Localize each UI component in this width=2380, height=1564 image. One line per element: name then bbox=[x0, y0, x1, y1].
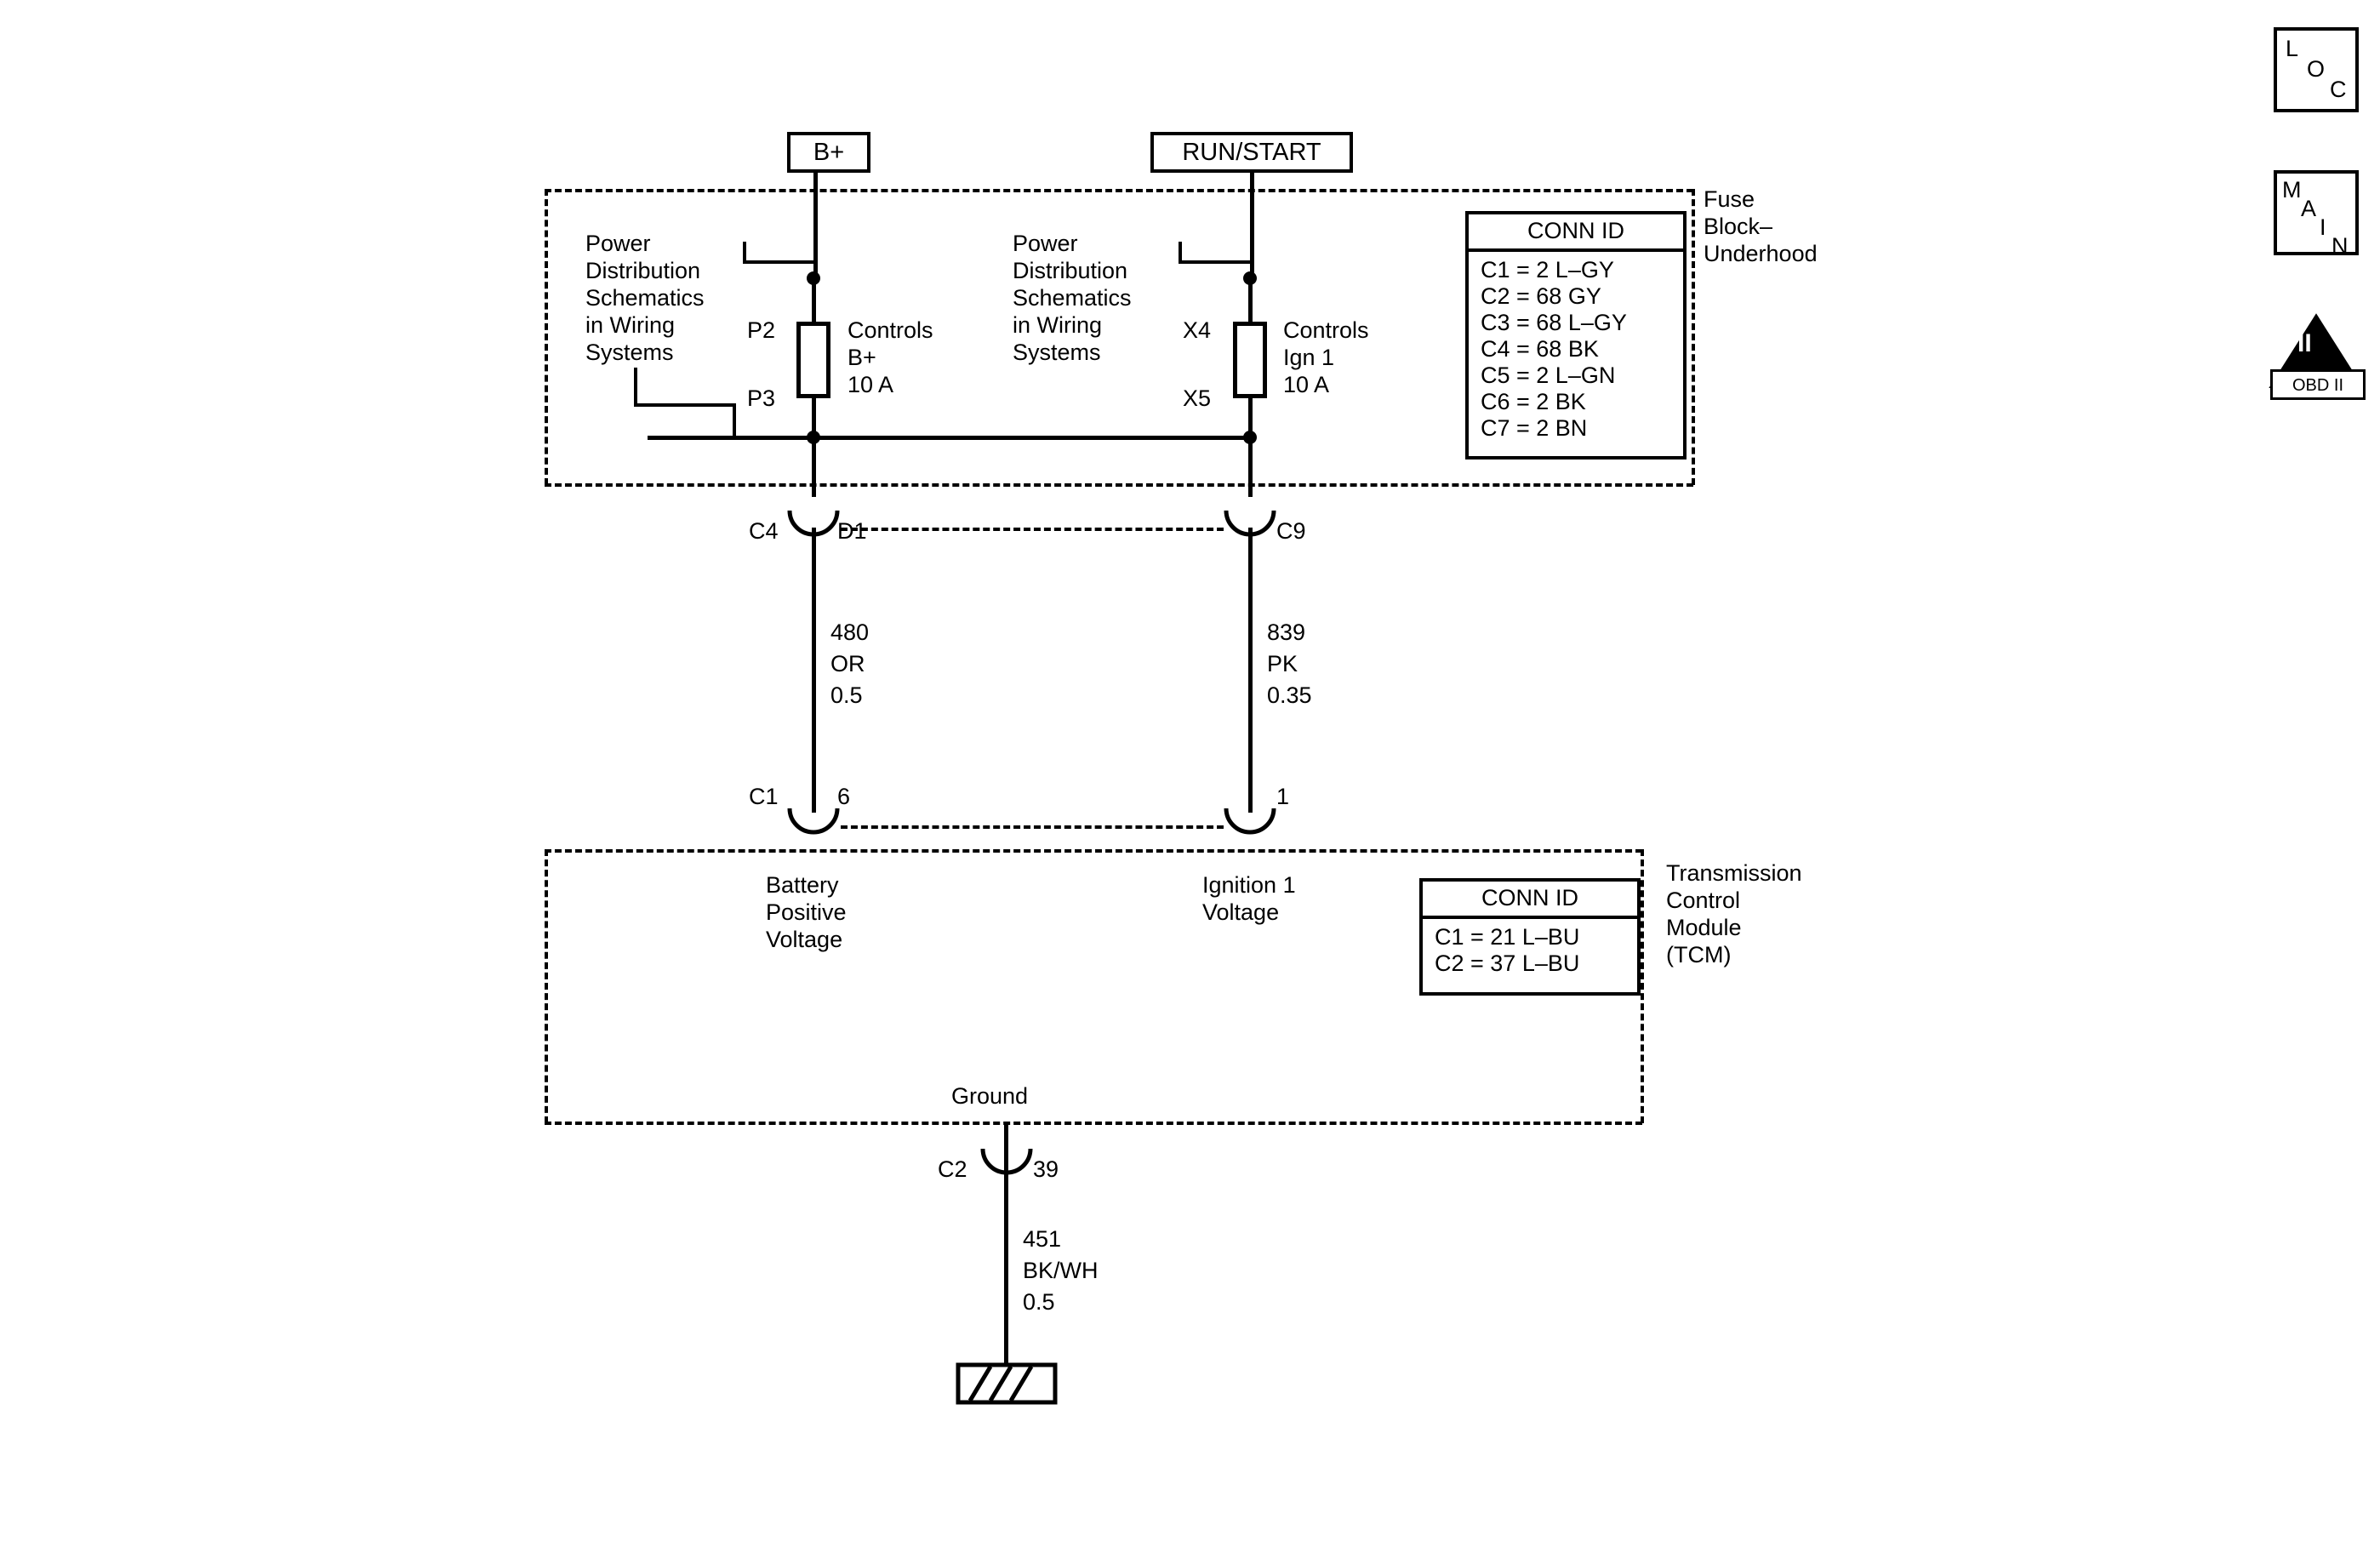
connector-label-pin6: 6 bbox=[837, 784, 851, 809]
tcm-conn-id-c1: C1 = 21 L–BU bbox=[1435, 924, 1580, 950]
fuse-block-name-line2: Block– bbox=[1704, 214, 1773, 239]
connector-label-c1: C1 bbox=[749, 784, 779, 809]
fuse-left-rating: 10 A bbox=[848, 372, 894, 397]
left-source-text-2: Distribution bbox=[585, 258, 701, 283]
obd-caption: OBD II bbox=[2270, 369, 2366, 400]
conn-id-c7: C7 = 2 BN bbox=[1481, 415, 1588, 441]
fuse-right-desc-1: Controls bbox=[1283, 317, 1369, 343]
tcm-pin-battery-positive-2: Positive bbox=[766, 899, 847, 925]
wire-451-gauge: 0.5 bbox=[1023, 1289, 1055, 1315]
right-source-text: Power bbox=[1013, 231, 1078, 256]
main-letter-a: A bbox=[2301, 196, 2317, 221]
inline-connector-dash bbox=[841, 528, 1224, 531]
wire-451-color: BK/WH bbox=[1023, 1258, 1099, 1283]
tcm-pin-ignition-1: Ignition 1 bbox=[1202, 872, 1296, 898]
connector-label-d1: D1 bbox=[837, 518, 867, 544]
fuse-right-rating: 10 A bbox=[1283, 372, 1330, 397]
fuse-block-name-line1: Fuse bbox=[1704, 186, 1755, 212]
connector-label-c9: C9 bbox=[1276, 518, 1306, 544]
fuse-left-pin-top: P2 bbox=[747, 317, 776, 343]
wire-480-or bbox=[812, 528, 816, 813]
tcm-border-left bbox=[545, 849, 548, 1123]
main-letter-i: I bbox=[2320, 214, 2326, 240]
fuse-left-pin-bottom: P3 bbox=[747, 385, 776, 411]
fuse-left-desc-1: Controls bbox=[848, 317, 933, 343]
ground-hatch-3 bbox=[1011, 1367, 1031, 1401]
connector-label-pin1: 1 bbox=[1276, 784, 1290, 809]
wire-839-color: PK bbox=[1267, 651, 1298, 676]
ground-hatch-1 bbox=[970, 1367, 990, 1401]
run-start-label: RUN/START bbox=[1150, 132, 1353, 173]
right-source-text-4: in Wiring bbox=[1013, 312, 1103, 338]
fuse-block-conn-id-title: CONN ID bbox=[1469, 214, 1683, 252]
right-source-text-3: Schematics bbox=[1013, 285, 1132, 311]
fuse-right-pin-top: X4 bbox=[1183, 317, 1212, 343]
wire-480-gauge: 0.5 bbox=[830, 682, 863, 708]
main-letter-m: M bbox=[2282, 177, 2302, 203]
loc-letter-c: C bbox=[2330, 77, 2347, 102]
ground-hatch-2 bbox=[990, 1367, 1011, 1401]
conn-id-c4: C4 = 68 BK bbox=[1481, 336, 1599, 362]
tcm-name-line4: (TCM) bbox=[1666, 942, 1732, 968]
right-source-text-2: Distribution bbox=[1013, 258, 1128, 283]
connector-label-c4: C4 bbox=[749, 518, 779, 544]
left-source-text-5: Systems bbox=[585, 340, 674, 365]
tcm-conn-id-c2: C2 = 37 L–BU bbox=[1435, 950, 1580, 976]
conn-id-c1: C1 = 2 L–GY bbox=[1481, 257, 1614, 283]
tcm-name-line2: Control bbox=[1666, 888, 1741, 913]
tcm-border-right bbox=[1641, 849, 1644, 1123]
wire-451-number: 451 bbox=[1023, 1226, 1062, 1252]
left-source-text-4: in Wiring bbox=[585, 312, 676, 338]
loc-letter-o: O bbox=[2307, 56, 2326, 82]
tcm-name-line3: Module bbox=[1666, 915, 1742, 940]
conn-id-c2: C2 = 68 GY bbox=[1481, 283, 1601, 309]
tcm-conn-id-title: CONN ID bbox=[1423, 882, 1637, 919]
tcm-conn-id-box bbox=[1419, 878, 1641, 996]
connector-label-c2: C2 bbox=[938, 1156, 967, 1182]
tcm-conn-id-list bbox=[1423, 919, 1637, 984]
b-plus-label: B+ bbox=[787, 132, 870, 173]
main-letter-n: N bbox=[2331, 233, 2349, 259]
conn-id-c3: C3 = 68 L–GY bbox=[1481, 310, 1627, 335]
tcm-border-bottom bbox=[545, 1122, 1642, 1125]
wire-839-gauge: 0.35 bbox=[1267, 682, 1312, 708]
tcm-pin-ignition-2: Voltage bbox=[1202, 899, 1280, 925]
left-source-text: Power bbox=[585, 231, 651, 256]
tcm-pin-battery-positive-1: Battery bbox=[766, 872, 839, 898]
wire-839-number: 839 bbox=[1267, 619, 1306, 645]
conn-id-c5: C5 = 2 L–GN bbox=[1481, 362, 1616, 388]
wire-839-pk bbox=[1248, 528, 1253, 813]
fuse-block-name-line3: Underhood bbox=[1704, 241, 1818, 266]
loc-icon[interactable] bbox=[2274, 27, 2359, 112]
tcm-pin-battery-positive-3: Voltage bbox=[766, 927, 843, 952]
obd-roman-numeral: II bbox=[2297, 329, 2312, 357]
tcm-border-top bbox=[545, 849, 1642, 853]
right-source-text-5: Systems bbox=[1013, 340, 1101, 365]
wire-451-bk-wh bbox=[1004, 1166, 1008, 1367]
wire-480-number: 480 bbox=[830, 619, 870, 645]
loc-letter-l: L bbox=[2286, 36, 2299, 61]
fuse-right-desc-2: Ign 1 bbox=[1283, 345, 1335, 370]
ground-lead-top bbox=[1004, 1122, 1008, 1166]
conn-id-c6: C6 = 2 BK bbox=[1481, 389, 1586, 414]
connector-label-pin39: 39 bbox=[1033, 1156, 1059, 1182]
main-icon[interactable] bbox=[2274, 170, 2359, 259]
tcm-name-line1: Transmission bbox=[1666, 860, 1802, 886]
left-source-text-3: Schematics bbox=[585, 285, 705, 311]
fuse-right-pin-bottom: X5 bbox=[1183, 385, 1212, 411]
tcm-pin-ground-label: Ground bbox=[951, 1083, 1029, 1109]
wire-480-color: OR bbox=[830, 651, 865, 676]
tcm-inline-connector-dash bbox=[841, 825, 1224, 829]
fuse-left-desc-2: B+ bbox=[848, 345, 876, 370]
